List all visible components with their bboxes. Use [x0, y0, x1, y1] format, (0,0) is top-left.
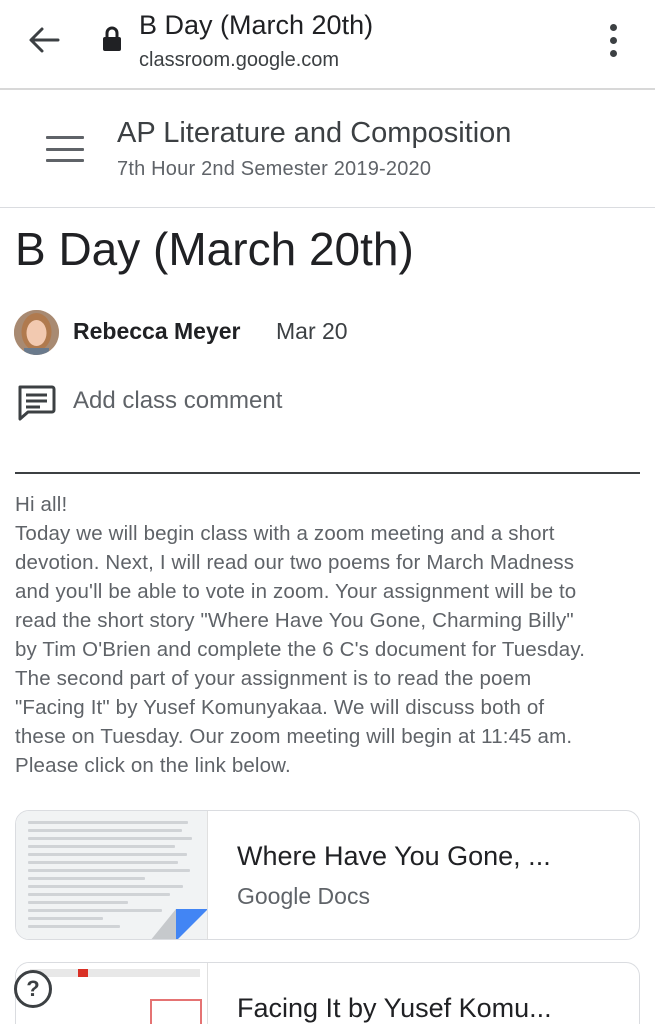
body-line: Hi all! [15, 493, 68, 516]
divider [15, 472, 640, 474]
attachment-card[interactable] [15, 962, 640, 1024]
body-line: "Facing It" by Yusef Komunyakaa. We will discuss both of [15, 696, 545, 719]
post-body [15, 490, 640, 780]
post-title: B Day (March 20th) [15, 223, 414, 275]
help-icon[interactable]: ? [14, 970, 52, 1008]
browser-toolbar [0, 0, 655, 90]
body-line: Today we will begin class with a zoom meeting and a short [15, 522, 555, 545]
url-text[interactable]: classroom.google.com [139, 49, 340, 71]
hamburger-menu-icon[interactable] [46, 136, 84, 162]
more-vert-icon[interactable] [596, 18, 630, 62]
avatar [14, 310, 59, 355]
lock-icon [102, 26, 122, 52]
browser-page-title: B Day (March 20th) [139, 10, 374, 40]
body-line: The second part of your assignment is to read the poem [15, 667, 532, 690]
author-name: Rebecca Meyer [73, 318, 241, 344]
body-line: read the short story "Where Have You Gone, Charming Billy" [15, 609, 574, 632]
body-line: Please click on the link below. [15, 754, 291, 777]
attachment-card[interactable] [15, 810, 640, 940]
body-line: and you'll be able to vote in zoom. Your assignment will be to [15, 580, 577, 603]
attachment-title: Where Have You Gone, ... [237, 841, 551, 871]
attachment-type: Google Docs [237, 883, 370, 909]
class-title[interactable]: AP Literature and Composition [117, 117, 512, 149]
attachment-title: Facing It by Yusef Komu... [237, 993, 552, 1023]
comment-icon[interactable] [16, 384, 56, 422]
google-docs-corner-icon [150, 909, 208, 939]
body-line: these on Tuesday. Our zoom meeting will begin at 11:45 am. [15, 725, 573, 748]
body-line: devotion. Next, I will read our two poems for March Madness [15, 551, 575, 574]
document-thumbnail [16, 811, 208, 939]
post-date: Mar 20 [276, 318, 348, 344]
arrow-back-icon[interactable] [22, 22, 66, 58]
class-subtitle: 7th Hour 2nd Semester 2019-2020 [117, 158, 432, 180]
class-header [0, 92, 655, 208]
add-class-comment-button[interactable]: Add class comment [73, 387, 283, 414]
body-line: by Tim O'Brien and complete the 6 C's document for Tuesday. [15, 638, 586, 661]
